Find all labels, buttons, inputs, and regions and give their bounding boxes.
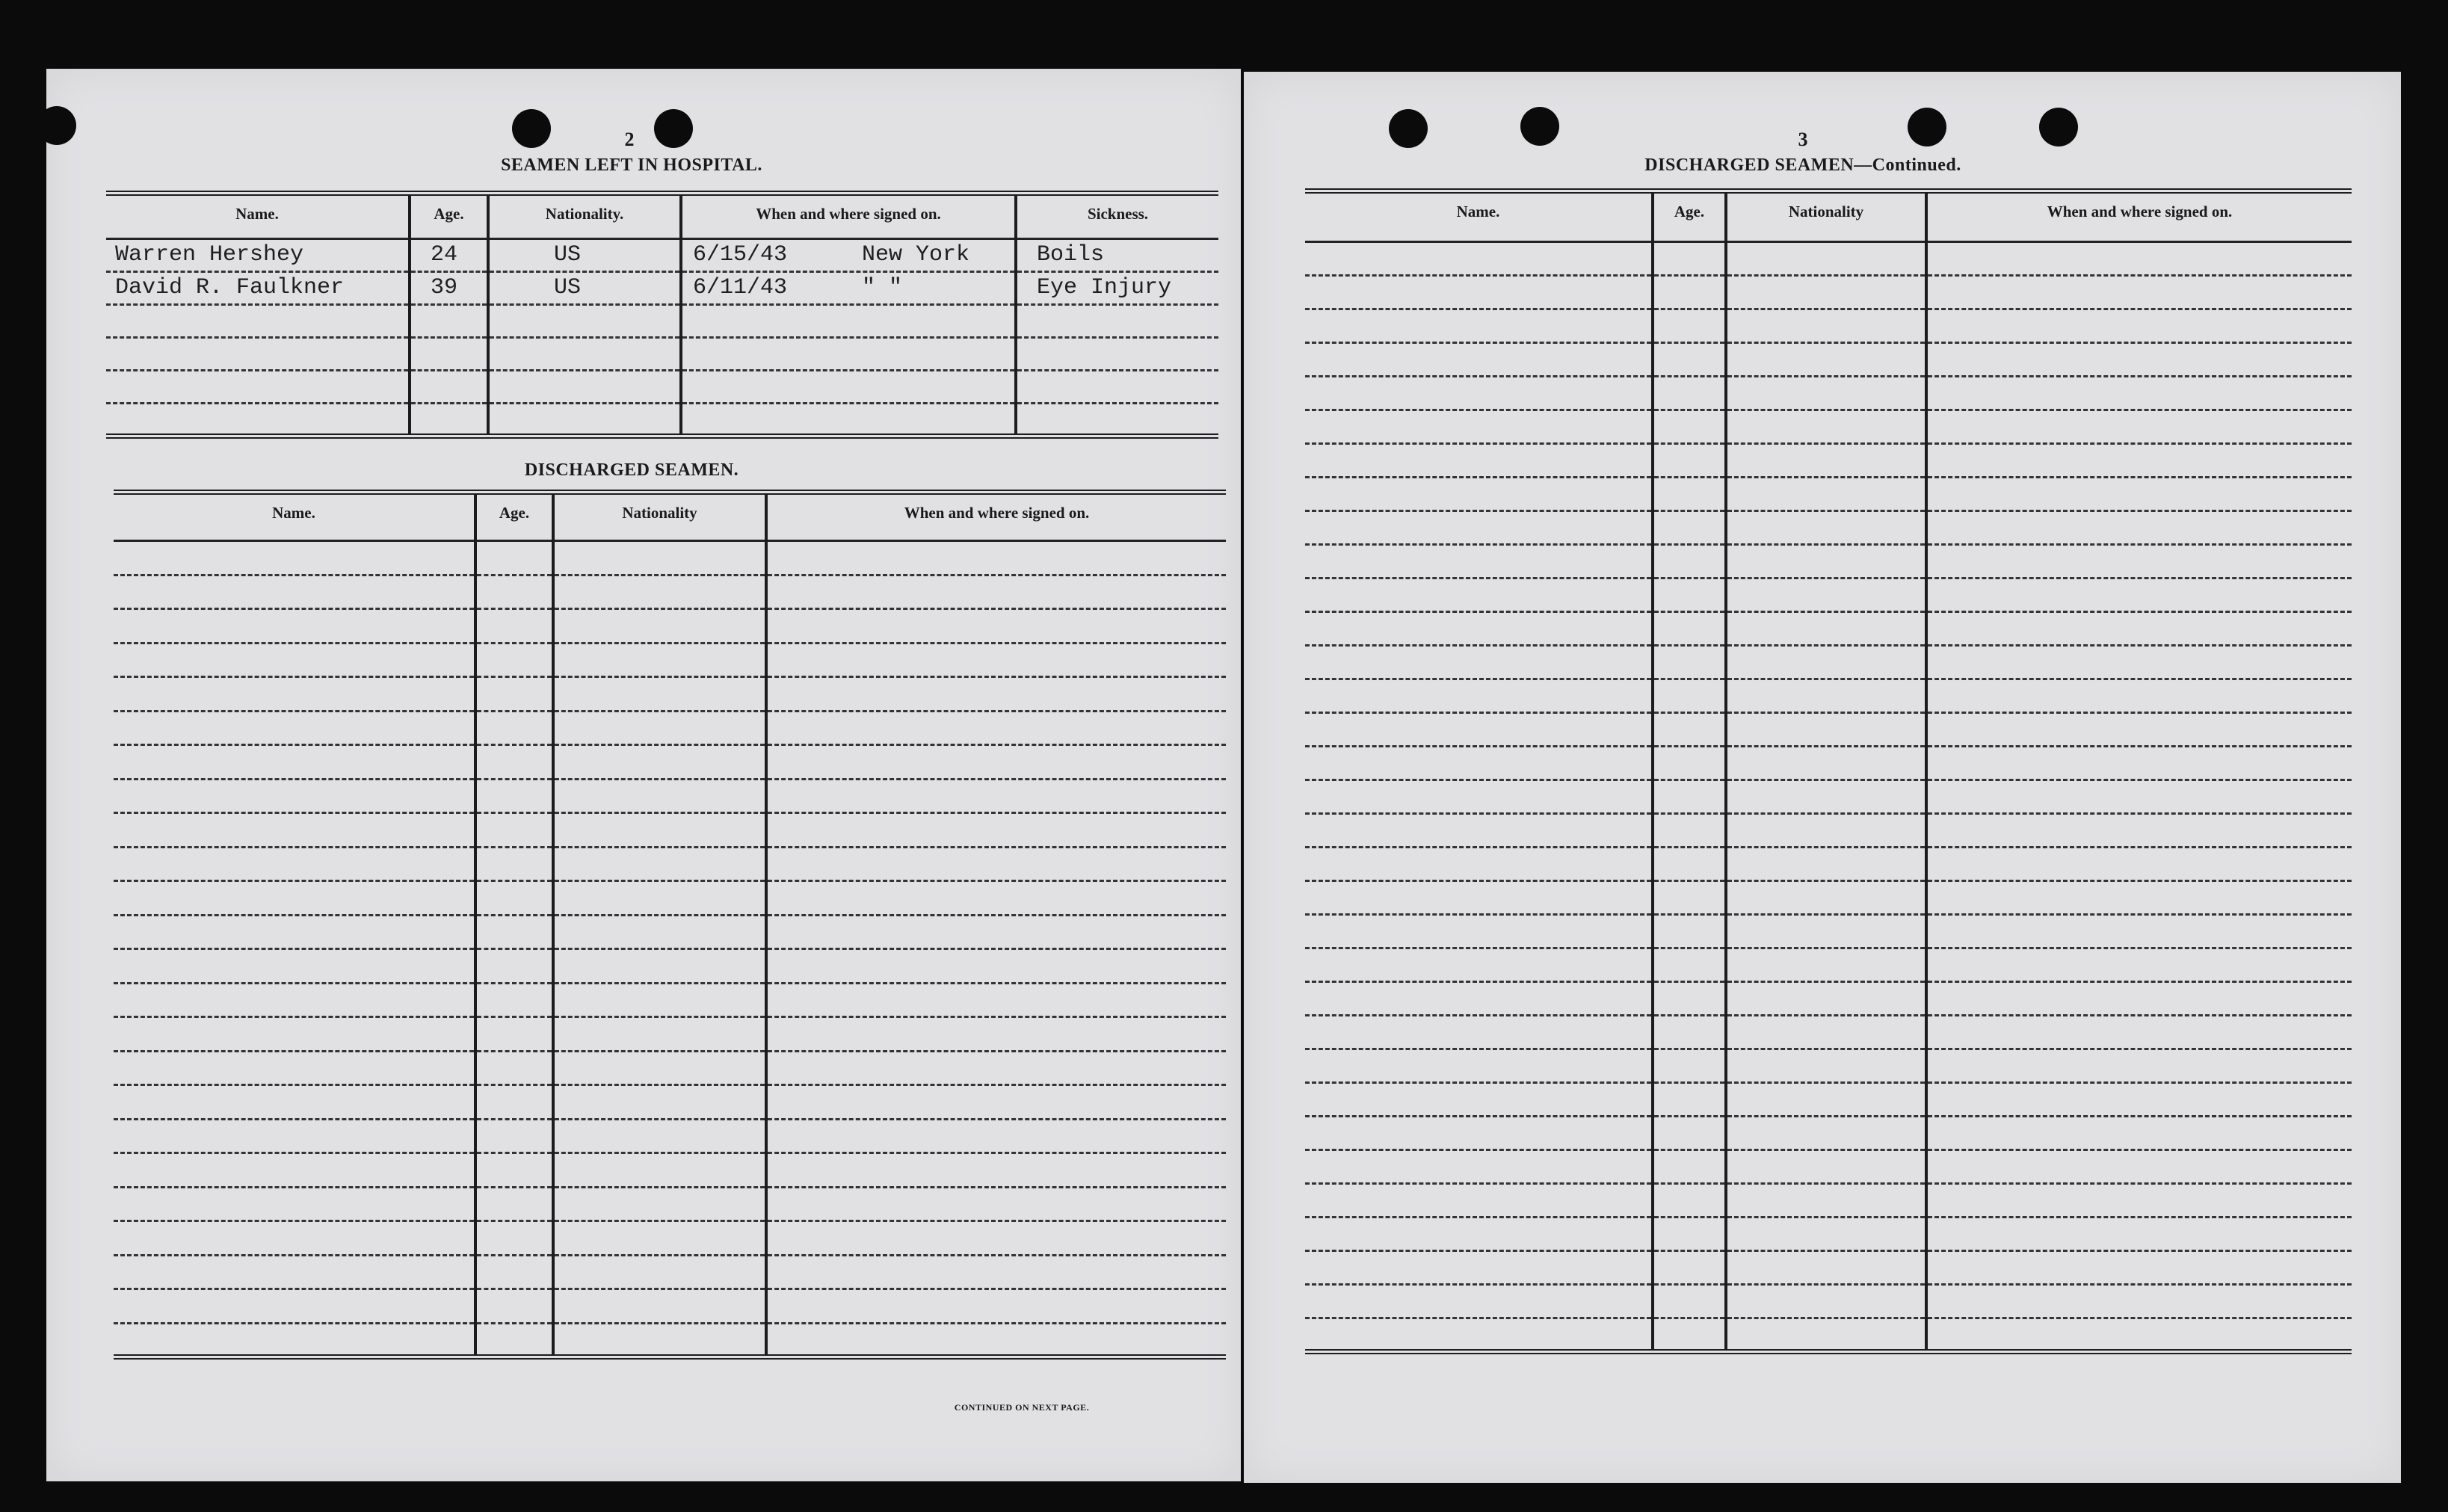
seaman-name: Warren Hershey — [115, 242, 304, 268]
table-row — [1305, 1285, 2352, 1318]
signed-on-place: " " — [862, 275, 903, 300]
hospital-table — [106, 191, 1218, 439]
signed-on-date: 6/15/43 — [693, 242, 788, 268]
signed-on-place: New York — [862, 242, 970, 268]
table-row — [114, 745, 1226, 780]
column-header: Sickness. — [1016, 194, 1218, 239]
column-header: When and where signed on. — [1926, 191, 2352, 242]
right-page — [1244, 72, 2401, 1483]
table-row — [114, 949, 1226, 984]
signed-on-date: 6/11/43 — [693, 275, 788, 300]
table-row — [114, 643, 1226, 677]
table-row — [1305, 881, 2352, 915]
table-row — [1305, 309, 2352, 343]
table-row — [106, 272, 1218, 305]
column-header: Age. — [410, 194, 488, 239]
table-row — [1305, 1083, 2352, 1117]
page-number: 2 — [624, 129, 635, 150]
table-row — [114, 847, 1226, 881]
table-row — [1305, 646, 2352, 679]
table-row — [1305, 1184, 2352, 1218]
table-row — [114, 541, 1226, 576]
table-row — [114, 813, 1226, 848]
table-row — [106, 338, 1218, 371]
seaman-nationality: US — [554, 275, 582, 300]
column-header: Nationality — [1726, 191, 1926, 242]
table-row — [106, 305, 1218, 338]
table-row — [1305, 679, 2352, 713]
table-row — [1305, 1318, 2352, 1352]
page-number: 3 — [1798, 129, 1808, 150]
punch-hole — [1908, 108, 1946, 146]
punch-hole — [2039, 108, 2078, 146]
table-row — [1305, 1150, 2352, 1184]
table-row — [114, 711, 1226, 745]
discharged-table — [114, 490, 1226, 1360]
table-row — [114, 575, 1226, 609]
column-header: Name. — [106, 194, 410, 239]
table-row — [1305, 982, 2352, 1016]
table-row — [114, 1051, 1226, 1085]
table-row — [1305, 780, 2352, 814]
column-header: Name. — [1305, 191, 1653, 242]
table-row — [1305, 1049, 2352, 1083]
table-row — [106, 404, 1218, 436]
table-row — [1305, 1251, 2352, 1285]
punch-hole — [1389, 109, 1428, 148]
table-row — [1305, 478, 2352, 511]
table-row — [1305, 612, 2352, 646]
seaman-name: David R. Faulkner — [115, 275, 345, 300]
column-header: Nationality. — [488, 194, 681, 239]
discharged-continued-table — [1305, 188, 2352, 1354]
table-row — [114, 1187, 1226, 1221]
punch-hole — [37, 106, 76, 145]
continued-note: CONTINUED ON NEXT PAGE. — [954, 1402, 1090, 1413]
table-row — [1305, 545, 2352, 578]
column-header: Age. — [1653, 191, 1726, 242]
column-header: When and where signed on. — [681, 194, 1016, 239]
table-row — [114, 677, 1226, 712]
table-row — [114, 1255, 1226, 1289]
table-row — [114, 779, 1226, 813]
table-row — [114, 1289, 1226, 1324]
table-row — [1305, 276, 2352, 309]
table-row — [1305, 1218, 2352, 1251]
table-row — [114, 1153, 1226, 1188]
table-row — [1305, 814, 2352, 848]
table-row — [1305, 377, 2352, 410]
punch-hole — [654, 109, 693, 148]
table-row — [1305, 242, 2352, 276]
table-row — [1305, 747, 2352, 780]
table-row — [114, 1323, 1226, 1357]
table-row — [114, 1119, 1226, 1153]
column-header: Name. — [114, 493, 475, 541]
hospital-section-title: SEAMEN LEFT IN HOSPITAL. — [501, 155, 762, 175]
table-row — [106, 371, 1218, 404]
table-row — [114, 1221, 1226, 1256]
table-row — [114, 1017, 1226, 1052]
sickness: Boils — [1037, 242, 1105, 268]
sickness: Eye Injury — [1037, 275, 1172, 300]
table-row — [114, 609, 1226, 644]
table-row — [1305, 713, 2352, 747]
table-row — [1305, 343, 2352, 377]
table-row — [1305, 1117, 2352, 1150]
table-row — [114, 881, 1226, 916]
table-row — [1305, 948, 2352, 982]
discharged-continued-title: DISCHARGED SEAMEN—Continued. — [1644, 155, 1961, 175]
table-row — [114, 1085, 1226, 1120]
table-row — [1305, 444, 2352, 478]
table-row — [1305, 1016, 2352, 1049]
table-row — [114, 983, 1226, 1017]
punch-hole — [512, 109, 551, 148]
table-row — [1305, 578, 2352, 612]
table-row — [1305, 511, 2352, 545]
table-row — [1305, 848, 2352, 881]
seaman-age: 24 — [431, 242, 458, 268]
seaman-nationality: US — [554, 242, 582, 268]
column-header: Age. — [475, 493, 553, 541]
table-row — [114, 915, 1226, 949]
table-row — [1305, 410, 2352, 444]
discharged-section-title: DISCHARGED SEAMEN. — [524, 460, 739, 480]
table-row — [106, 239, 1218, 272]
column-header: When and where signed on. — [766, 493, 1226, 541]
table-row — [1305, 915, 2352, 948]
column-header: Nationality — [553, 493, 766, 541]
seaman-age: 39 — [431, 275, 458, 300]
punch-hole — [1520, 107, 1559, 146]
left-page — [46, 69, 1241, 1481]
